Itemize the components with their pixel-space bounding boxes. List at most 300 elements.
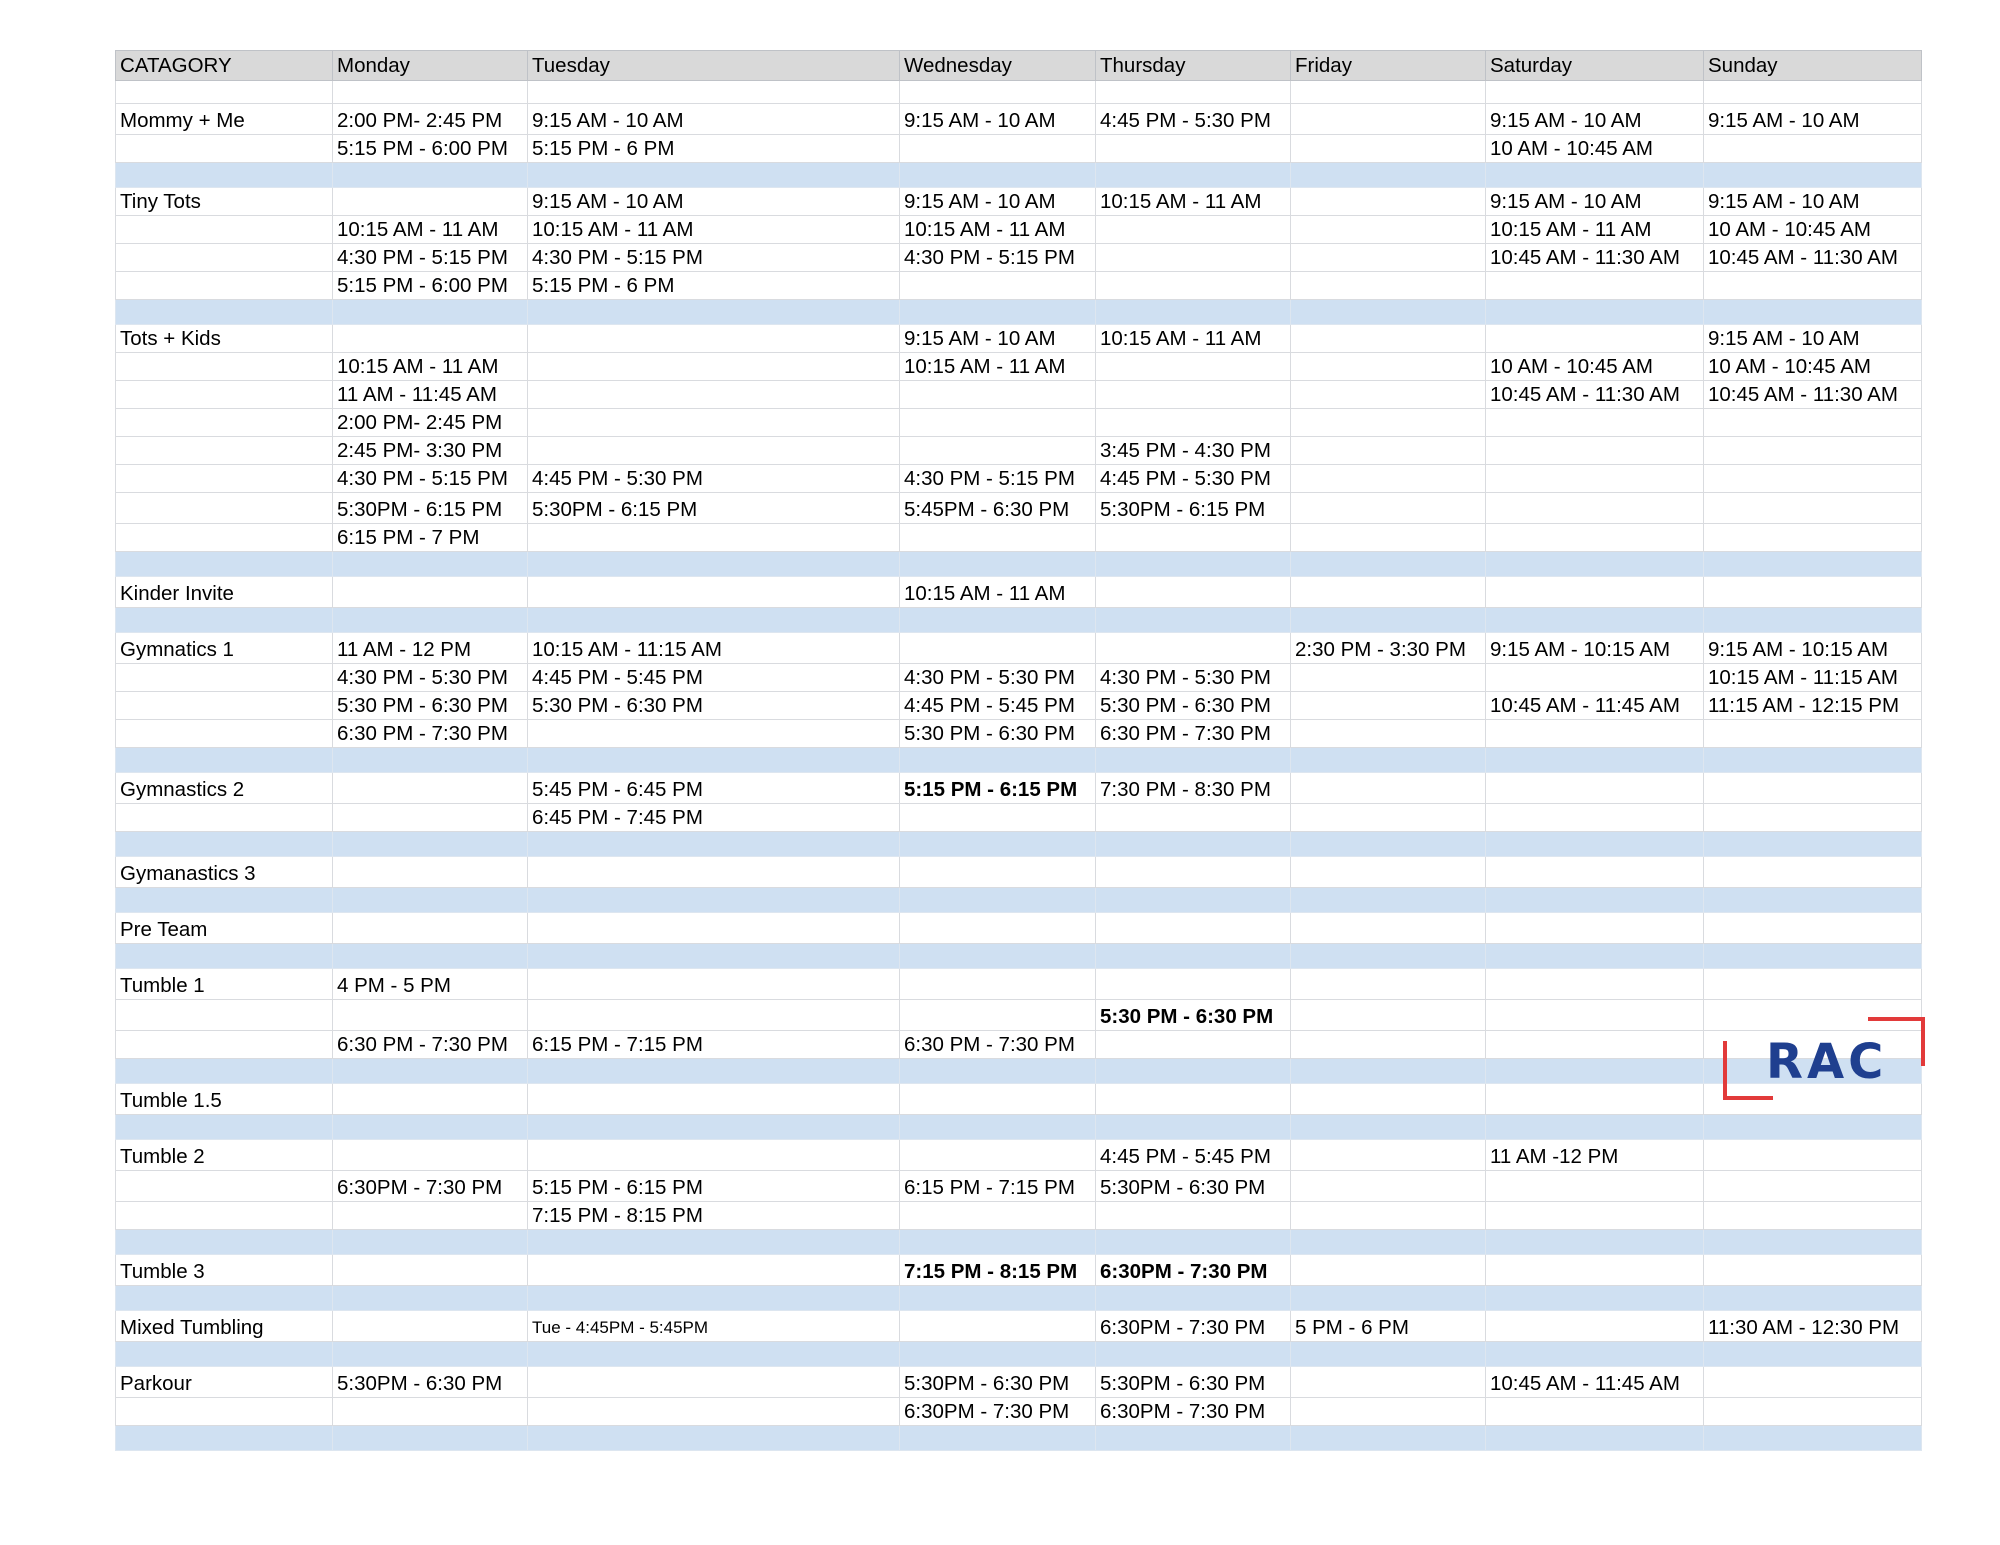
blank-cell bbox=[333, 81, 528, 104]
category-cell bbox=[116, 135, 333, 163]
separator-cell bbox=[900, 1059, 1096, 1084]
time-slot-saturday bbox=[1486, 913, 1704, 944]
time-slot-wednesday bbox=[900, 804, 1096, 832]
time-slot-friday bbox=[1291, 1398, 1486, 1426]
time-slot-sunday bbox=[1704, 1202, 1922, 1230]
time-slot-friday bbox=[1291, 216, 1486, 244]
separator-cell bbox=[116, 1059, 333, 1084]
time-slot-saturday: 10:15 AM - 11 AM bbox=[1486, 216, 1704, 244]
column-header-thursday: Thursday bbox=[1096, 51, 1291, 81]
time-slot-wednesday bbox=[900, 409, 1096, 437]
time-slot-wednesday bbox=[900, 1084, 1096, 1115]
time-slot-wednesday: 7:15 PM - 8:15 PM bbox=[900, 1255, 1096, 1286]
time-slot-saturday bbox=[1486, 465, 1704, 493]
time-slot-saturday bbox=[1486, 1000, 1704, 1031]
schedule-row bbox=[116, 664, 1922, 692]
time-slot-thursday: 5:30PM - 6:30 PM bbox=[1096, 1171, 1291, 1202]
category-cell bbox=[116, 1171, 333, 1202]
time-slot-tuesday bbox=[528, 325, 900, 353]
time-slot-friday bbox=[1291, 857, 1486, 888]
time-slot-thursday bbox=[1096, 1084, 1291, 1115]
time-slot-wednesday: 9:15 AM - 10 AM bbox=[900, 188, 1096, 216]
time-slot-monday bbox=[333, 325, 528, 353]
time-slot-thursday bbox=[1096, 216, 1291, 244]
time-slot-saturday: 11 AM -12 PM bbox=[1486, 1140, 1704, 1171]
separator-cell bbox=[116, 1230, 333, 1255]
separator-cell bbox=[1096, 748, 1291, 773]
time-slot-thursday bbox=[1096, 633, 1291, 664]
time-slot-friday bbox=[1291, 804, 1486, 832]
time-slot-saturday bbox=[1486, 1031, 1704, 1059]
time-slot-sunday bbox=[1704, 272, 1922, 300]
time-slot-saturday bbox=[1486, 577, 1704, 608]
separator-cell bbox=[900, 1286, 1096, 1311]
time-slot-friday bbox=[1291, 104, 1486, 135]
time-slot-wednesday bbox=[900, 437, 1096, 465]
separator-cell bbox=[1704, 888, 1922, 913]
separator-cell bbox=[900, 300, 1096, 325]
separator-cell bbox=[1096, 1426, 1291, 1451]
time-slot-sunday: 10:45 AM - 11:30 AM bbox=[1704, 244, 1922, 272]
separator-cell bbox=[528, 748, 900, 773]
separator-cell bbox=[1096, 1230, 1291, 1255]
time-slot-monday: 4:30 PM - 5:30 PM bbox=[333, 664, 528, 692]
time-slot-saturday bbox=[1486, 1255, 1704, 1286]
blank-row bbox=[116, 81, 1922, 104]
time-slot-monday bbox=[333, 1398, 528, 1426]
time-slot-friday bbox=[1291, 244, 1486, 272]
time-slot-monday: 4 PM - 5 PM bbox=[333, 969, 528, 1000]
time-slot-saturday bbox=[1486, 272, 1704, 300]
time-slot-sunday: 10:45 AM - 11:30 AM bbox=[1704, 381, 1922, 409]
category-cell bbox=[116, 804, 333, 832]
separator-cell bbox=[1096, 1059, 1291, 1084]
column-header-friday: Friday bbox=[1291, 51, 1486, 81]
schedule-row bbox=[116, 524, 1922, 552]
time-slot-tuesday bbox=[528, 857, 900, 888]
time-slot-thursday: 5:30 PM - 6:30 PM bbox=[1096, 692, 1291, 720]
time-slot-friday bbox=[1291, 1140, 1486, 1171]
section-separator-row bbox=[116, 300, 1922, 325]
time-slot-monday: 6:15 PM - 7 PM bbox=[333, 524, 528, 552]
time-slot-tuesday bbox=[528, 409, 900, 437]
separator-cell bbox=[900, 832, 1096, 857]
time-slot-friday bbox=[1291, 381, 1486, 409]
time-slot-thursday bbox=[1096, 524, 1291, 552]
separator-cell bbox=[528, 1426, 900, 1451]
time-slot-monday bbox=[333, 577, 528, 608]
separator-cell bbox=[1704, 748, 1922, 773]
separator-cell bbox=[1486, 944, 1704, 969]
time-slot-tuesday: 7:15 PM - 8:15 PM bbox=[528, 1202, 900, 1230]
time-slot-thursday bbox=[1096, 353, 1291, 381]
time-slot-tuesday: 4:30 PM - 5:15 PM bbox=[528, 244, 900, 272]
time-slot-wednesday bbox=[900, 135, 1096, 163]
separator-cell bbox=[900, 608, 1096, 633]
category-cell bbox=[116, 720, 333, 748]
time-slot-friday bbox=[1291, 493, 1486, 524]
separator-cell bbox=[1291, 1115, 1486, 1140]
schedule-row bbox=[116, 1311, 1922, 1342]
time-slot-tuesday bbox=[528, 524, 900, 552]
time-slot-tuesday bbox=[528, 577, 900, 608]
blank-cell bbox=[528, 81, 900, 104]
time-slot-thursday: 5:30PM - 6:15 PM bbox=[1096, 493, 1291, 524]
category-cell: Kinder Invite bbox=[116, 577, 333, 608]
time-slot-friday bbox=[1291, 1255, 1486, 1286]
schedule-table bbox=[115, 50, 1922, 1451]
time-slot-monday: 11 AM - 12 PM bbox=[333, 633, 528, 664]
time-slot-monday: 4:30 PM - 5:15 PM bbox=[333, 465, 528, 493]
time-slot-saturday bbox=[1486, 1398, 1704, 1426]
time-slot-monday bbox=[333, 1311, 528, 1342]
separator-cell bbox=[116, 1286, 333, 1311]
rac-logo bbox=[1718, 1016, 1926, 1106]
time-slot-thursday bbox=[1096, 1202, 1291, 1230]
category-cell: Tots + Kids bbox=[116, 325, 333, 353]
time-slot-saturday: 10:45 AM - 11:45 AM bbox=[1486, 692, 1704, 720]
time-slot-sunday: 9:15 AM - 10:15 AM bbox=[1704, 633, 1922, 664]
time-slot-wednesday bbox=[900, 969, 1096, 1000]
separator-cell bbox=[1291, 832, 1486, 857]
time-slot-sunday bbox=[1704, 1255, 1922, 1286]
separator-cell bbox=[1096, 163, 1291, 188]
time-slot-friday bbox=[1291, 135, 1486, 163]
separator-cell bbox=[1704, 552, 1922, 577]
separator-cell bbox=[1096, 944, 1291, 969]
category-cell bbox=[116, 1398, 333, 1426]
category-cell: Mommy + Me bbox=[116, 104, 333, 135]
separator-cell bbox=[333, 832, 528, 857]
blank-cell bbox=[116, 81, 333, 104]
separator-cell bbox=[1486, 608, 1704, 633]
time-slot-thursday: 5:30 PM - 6:30 PM bbox=[1096, 1000, 1291, 1031]
column-header-category: CATAGORY bbox=[116, 51, 333, 81]
separator-cell bbox=[1291, 1342, 1486, 1367]
time-slot-monday: 2:00 PM- 2:45 PM bbox=[333, 409, 528, 437]
time-slot-wednesday: 5:30PM - 6:30 PM bbox=[900, 1367, 1096, 1398]
separator-cell bbox=[900, 944, 1096, 969]
blank-cell bbox=[900, 81, 1096, 104]
time-slot-tuesday bbox=[528, 1255, 900, 1286]
time-slot-wednesday bbox=[900, 1000, 1096, 1031]
section-separator-row bbox=[116, 1115, 1922, 1140]
time-slot-sunday: 9:15 AM - 10 AM bbox=[1704, 188, 1922, 216]
time-slot-wednesday: 5:45PM - 6:30 PM bbox=[900, 493, 1096, 524]
category-cell: Gymanastics 3 bbox=[116, 857, 333, 888]
time-slot-thursday: 10:15 AM - 11 AM bbox=[1096, 188, 1291, 216]
time-slot-monday: 6:30PM - 7:30 PM bbox=[333, 1171, 528, 1202]
time-slot-thursday bbox=[1096, 913, 1291, 944]
time-slot-friday: 2:30 PM - 3:30 PM bbox=[1291, 633, 1486, 664]
time-slot-friday bbox=[1291, 353, 1486, 381]
time-slot-thursday bbox=[1096, 135, 1291, 163]
time-slot-monday: 5:30PM - 6:15 PM bbox=[333, 493, 528, 524]
time-slot-saturday: 10:45 AM - 11:30 AM bbox=[1486, 244, 1704, 272]
schedule-row bbox=[116, 1367, 1922, 1398]
time-slot-thursday bbox=[1096, 244, 1291, 272]
time-slot-monday: 5:15 PM - 6:00 PM bbox=[333, 272, 528, 300]
time-slot-thursday: 6:30PM - 7:30 PM bbox=[1096, 1255, 1291, 1286]
schedule-row bbox=[116, 969, 1922, 1000]
time-slot-tuesday bbox=[528, 437, 900, 465]
separator-cell bbox=[1486, 748, 1704, 773]
schedule-row bbox=[116, 409, 1922, 437]
time-slot-monday: 10:15 AM - 11 AM bbox=[333, 353, 528, 381]
separator-cell bbox=[1704, 832, 1922, 857]
time-slot-thursday bbox=[1096, 857, 1291, 888]
time-slot-wednesday: 10:15 AM - 11 AM bbox=[900, 353, 1096, 381]
separator-cell bbox=[528, 944, 900, 969]
time-slot-monday: 10:15 AM - 11 AM bbox=[333, 216, 528, 244]
separator-cell bbox=[900, 1426, 1096, 1451]
time-slot-friday bbox=[1291, 465, 1486, 493]
category-cell: Tumble 1.5 bbox=[116, 1084, 333, 1115]
time-slot-wednesday: 4:30 PM - 5:30 PM bbox=[900, 664, 1096, 692]
time-slot-thursday: 7:30 PM - 8:30 PM bbox=[1096, 773, 1291, 804]
separator-cell bbox=[1486, 300, 1704, 325]
time-slot-friday bbox=[1291, 969, 1486, 1000]
time-slot-saturday: 10:45 AM - 11:30 AM bbox=[1486, 381, 1704, 409]
time-slot-monday: 11 AM - 11:45 AM bbox=[333, 381, 528, 409]
time-slot-friday bbox=[1291, 913, 1486, 944]
category-cell bbox=[116, 692, 333, 720]
separator-cell bbox=[333, 1115, 528, 1140]
schedule-row bbox=[116, 216, 1922, 244]
category-cell: Tiny Tots bbox=[116, 188, 333, 216]
blank-cell bbox=[1704, 81, 1922, 104]
time-slot-wednesday: 10:15 AM - 11 AM bbox=[900, 577, 1096, 608]
separator-cell bbox=[900, 1230, 1096, 1255]
time-slot-thursday bbox=[1096, 804, 1291, 832]
time-slot-friday bbox=[1291, 409, 1486, 437]
time-slot-thursday bbox=[1096, 1031, 1291, 1059]
time-slot-sunday bbox=[1704, 1140, 1922, 1171]
separator-cell bbox=[1291, 552, 1486, 577]
separator-cell bbox=[116, 944, 333, 969]
separator-cell bbox=[528, 832, 900, 857]
separator-cell bbox=[1096, 832, 1291, 857]
time-slot-friday bbox=[1291, 577, 1486, 608]
time-slot-sunday: 9:15 AM - 10 AM bbox=[1704, 325, 1922, 353]
time-slot-monday bbox=[333, 913, 528, 944]
time-slot-tuesday bbox=[528, 969, 900, 1000]
time-slot-saturday: 9:15 AM - 10 AM bbox=[1486, 104, 1704, 135]
separator-cell bbox=[1704, 1286, 1922, 1311]
separator-cell bbox=[1096, 1115, 1291, 1140]
separator-cell bbox=[116, 832, 333, 857]
time-slot-wednesday: 5:30 PM - 6:30 PM bbox=[900, 720, 1096, 748]
schedule-row bbox=[116, 493, 1922, 524]
separator-cell bbox=[333, 1059, 528, 1084]
separator-cell bbox=[333, 1342, 528, 1367]
time-slot-friday bbox=[1291, 1367, 1486, 1398]
section-separator-row bbox=[116, 748, 1922, 773]
separator-cell bbox=[116, 552, 333, 577]
time-slot-tuesday: 5:30 PM - 6:30 PM bbox=[528, 692, 900, 720]
category-cell bbox=[116, 664, 333, 692]
time-slot-monday: 5:30PM - 6:30 PM bbox=[333, 1367, 528, 1398]
time-slot-saturday bbox=[1486, 524, 1704, 552]
separator-cell bbox=[1291, 1230, 1486, 1255]
separator-cell bbox=[1096, 888, 1291, 913]
time-slot-tuesday: Tue - 4:45PM - 5:45PM bbox=[528, 1311, 900, 1342]
category-cell bbox=[116, 493, 333, 524]
time-slot-wednesday: 4:45 PM - 5:45 PM bbox=[900, 692, 1096, 720]
time-slot-thursday: 3:45 PM - 4:30 PM bbox=[1096, 437, 1291, 465]
separator-cell bbox=[1291, 608, 1486, 633]
separator-cell bbox=[116, 300, 333, 325]
time-slot-saturday bbox=[1486, 1202, 1704, 1230]
time-slot-monday bbox=[333, 1000, 528, 1031]
separator-cell bbox=[1096, 300, 1291, 325]
time-slot-wednesday bbox=[900, 633, 1096, 664]
blank-cell bbox=[1291, 81, 1486, 104]
separator-cell bbox=[116, 888, 333, 913]
separator-cell bbox=[900, 888, 1096, 913]
time-slot-saturday bbox=[1486, 720, 1704, 748]
time-slot-sunday bbox=[1704, 493, 1922, 524]
time-slot-tuesday: 5:15 PM - 6 PM bbox=[528, 135, 900, 163]
separator-cell bbox=[1096, 608, 1291, 633]
category-cell: Pre Team bbox=[116, 913, 333, 944]
time-slot-thursday: 10:15 AM - 11 AM bbox=[1096, 325, 1291, 353]
separator-cell bbox=[1486, 1286, 1704, 1311]
schedule-row bbox=[116, 720, 1922, 748]
schedule-row bbox=[116, 325, 1922, 353]
separator-cell bbox=[1704, 1426, 1922, 1451]
time-slot-tuesday: 4:45 PM - 5:30 PM bbox=[528, 465, 900, 493]
time-slot-friday bbox=[1291, 1031, 1486, 1059]
time-slot-sunday bbox=[1704, 720, 1922, 748]
time-slot-saturday: 9:15 AM - 10 AM bbox=[1486, 188, 1704, 216]
time-slot-wednesday bbox=[900, 381, 1096, 409]
separator-cell bbox=[1291, 748, 1486, 773]
time-slot-saturday bbox=[1486, 409, 1704, 437]
category-cell: Parkour bbox=[116, 1367, 333, 1398]
separator-cell bbox=[333, 748, 528, 773]
time-slot-sunday: 10:15 AM - 11:15 AM bbox=[1704, 664, 1922, 692]
schedule-row bbox=[116, 1140, 1922, 1171]
separator-cell bbox=[1486, 1342, 1704, 1367]
time-slot-tuesday bbox=[528, 1398, 900, 1426]
time-slot-friday bbox=[1291, 773, 1486, 804]
time-slot-monday bbox=[333, 1202, 528, 1230]
time-slot-thursday: 4:45 PM - 5:30 PM bbox=[1096, 465, 1291, 493]
time-slot-tuesday: 10:15 AM - 11:15 AM bbox=[528, 633, 900, 664]
time-slot-friday bbox=[1291, 720, 1486, 748]
separator-cell bbox=[1096, 552, 1291, 577]
separator-cell bbox=[1291, 300, 1486, 325]
time-slot-tuesday bbox=[528, 1000, 900, 1031]
time-slot-friday bbox=[1291, 325, 1486, 353]
time-slot-wednesday bbox=[900, 272, 1096, 300]
section-separator-row bbox=[116, 552, 1922, 577]
time-slot-friday bbox=[1291, 664, 1486, 692]
column-header-wednesday: Wednesday bbox=[900, 51, 1096, 81]
separator-cell bbox=[116, 1342, 333, 1367]
time-slot-friday bbox=[1291, 1000, 1486, 1031]
schedule-row bbox=[116, 104, 1922, 135]
time-slot-tuesday: 10:15 AM - 11 AM bbox=[528, 216, 900, 244]
separator-cell bbox=[1704, 300, 1922, 325]
separator-cell bbox=[116, 608, 333, 633]
time-slot-saturday: 10:45 AM - 11:45 AM bbox=[1486, 1367, 1704, 1398]
section-separator-row bbox=[116, 1286, 1922, 1311]
category-cell bbox=[116, 409, 333, 437]
time-slot-saturday bbox=[1486, 1084, 1704, 1115]
separator-cell bbox=[1291, 163, 1486, 188]
time-slot-friday bbox=[1291, 1202, 1486, 1230]
separator-cell bbox=[116, 1115, 333, 1140]
schedule-row bbox=[116, 773, 1922, 804]
time-slot-tuesday bbox=[528, 913, 900, 944]
separator-cell bbox=[528, 1059, 900, 1084]
time-slot-sunday: 10 AM - 10:45 AM bbox=[1704, 353, 1922, 381]
column-header-monday: Monday bbox=[333, 51, 528, 81]
category-cell bbox=[116, 1000, 333, 1031]
separator-cell bbox=[1486, 832, 1704, 857]
category-cell: Tumble 2 bbox=[116, 1140, 333, 1171]
time-slot-tuesday: 4:45 PM - 5:45 PM bbox=[528, 664, 900, 692]
time-slot-wednesday: 6:30PM - 7:30 PM bbox=[900, 1398, 1096, 1426]
section-separator-row bbox=[116, 608, 1922, 633]
time-slot-tuesday: 9:15 AM - 10 AM bbox=[528, 104, 900, 135]
separator-cell bbox=[1096, 1342, 1291, 1367]
separator-cell bbox=[528, 608, 900, 633]
time-slot-sunday bbox=[1704, 804, 1922, 832]
time-slot-wednesday: 4:30 PM - 5:15 PM bbox=[900, 244, 1096, 272]
separator-cell bbox=[900, 163, 1096, 188]
time-slot-sunday bbox=[1704, 465, 1922, 493]
time-slot-monday: 2:45 PM- 3:30 PM bbox=[333, 437, 528, 465]
separator-cell bbox=[900, 552, 1096, 577]
time-slot-sunday bbox=[1704, 1367, 1922, 1398]
category-cell: Gymnastics 2 bbox=[116, 773, 333, 804]
time-slot-tuesday: 6:15 PM - 7:15 PM bbox=[528, 1031, 900, 1059]
time-slot-monday bbox=[333, 188, 528, 216]
separator-cell bbox=[528, 1115, 900, 1140]
time-slot-wednesday bbox=[900, 1202, 1096, 1230]
schedule-row bbox=[116, 804, 1922, 832]
time-slot-friday bbox=[1291, 272, 1486, 300]
time-slot-monday: 6:30 PM - 7:30 PM bbox=[333, 1031, 528, 1059]
time-slot-friday bbox=[1291, 437, 1486, 465]
time-slot-monday bbox=[333, 1140, 528, 1171]
time-slot-sunday bbox=[1704, 857, 1922, 888]
time-slot-thursday bbox=[1096, 272, 1291, 300]
schedule-row bbox=[116, 1171, 1922, 1202]
time-slot-tuesday: 5:15 PM - 6 PM bbox=[528, 272, 900, 300]
separator-cell bbox=[1291, 1059, 1486, 1084]
time-slot-thursday: 6:30 PM - 7:30 PM bbox=[1096, 720, 1291, 748]
time-slot-sunday bbox=[1704, 135, 1922, 163]
category-cell bbox=[116, 216, 333, 244]
separator-cell bbox=[1291, 944, 1486, 969]
header-row bbox=[116, 51, 1922, 81]
separator-cell bbox=[1486, 888, 1704, 913]
separator-cell bbox=[1291, 1426, 1486, 1451]
time-slot-monday bbox=[333, 1084, 528, 1115]
time-slot-friday: 5 PM - 6 PM bbox=[1291, 1311, 1486, 1342]
schedule-row bbox=[116, 1255, 1922, 1286]
category-cell bbox=[116, 524, 333, 552]
schedule-row bbox=[116, 244, 1922, 272]
schedule-row bbox=[116, 1000, 1922, 1031]
separator-cell bbox=[528, 1342, 900, 1367]
time-slot-wednesday bbox=[900, 913, 1096, 944]
category-cell bbox=[116, 437, 333, 465]
